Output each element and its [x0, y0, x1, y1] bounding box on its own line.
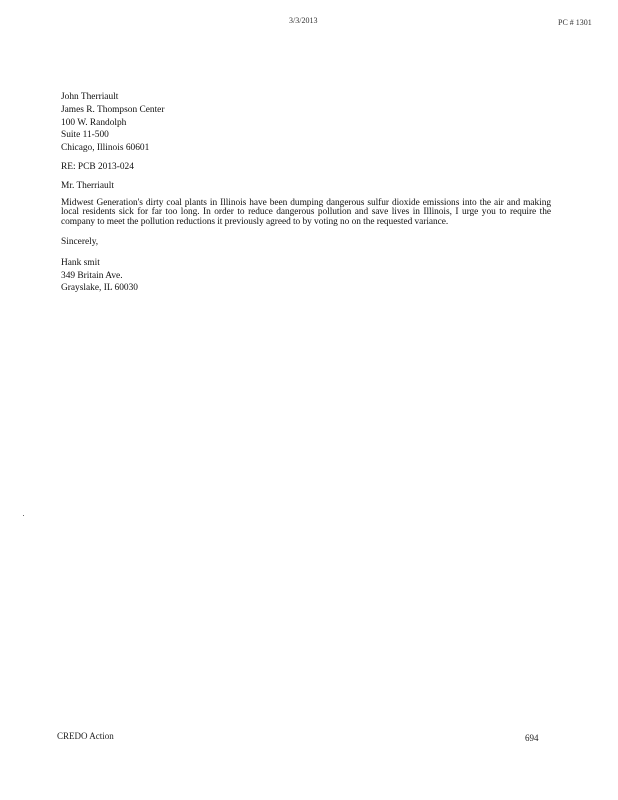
reference-line: RE: PCB 2013-024	[61, 161, 134, 172]
recipient-building: James R. Thompson Center	[61, 104, 165, 115]
closing: Sincerely,	[61, 236, 99, 247]
header-date: 3/3/2013	[289, 16, 318, 25]
recipient-suite: Suite 11-500	[61, 130, 109, 141]
sender-name: Hank smit	[61, 257, 100, 268]
recipient-city: Chicago, Illinois 60601	[61, 143, 150, 154]
scan-speck	[23, 515, 24, 516]
sender-block	[61, 257, 551, 295]
recipient-name: John Therriault	[61, 92, 119, 102]
letter	[61, 91, 551, 295]
salutation: Mr. Therriault	[61, 180, 114, 191]
recipient-street: 100 W. Randolph	[61, 117, 127, 128]
footer-source: CREDO Action	[57, 731, 114, 741]
footer-page-number: 694	[525, 733, 539, 743]
header-docket-tag: PC # 1301	[558, 18, 592, 27]
recipient-address	[61, 91, 551, 155]
sender-street: 349 Britain Ave.	[61, 270, 123, 281]
sender-city: Grayslake, IL 60030	[61, 283, 138, 294]
letter-body: Midwest Generation's dirty coal plants in Illinois have been dumping dangerous sulfur dioxide emissions into the air and making local residents sick for far too long. In order to reduce dangerous pollution and save lives in Illinois, I urge you to require the company to meet the pollution reductions it previously agreed to by voting no on the requested variance.	[61, 197, 551, 228]
